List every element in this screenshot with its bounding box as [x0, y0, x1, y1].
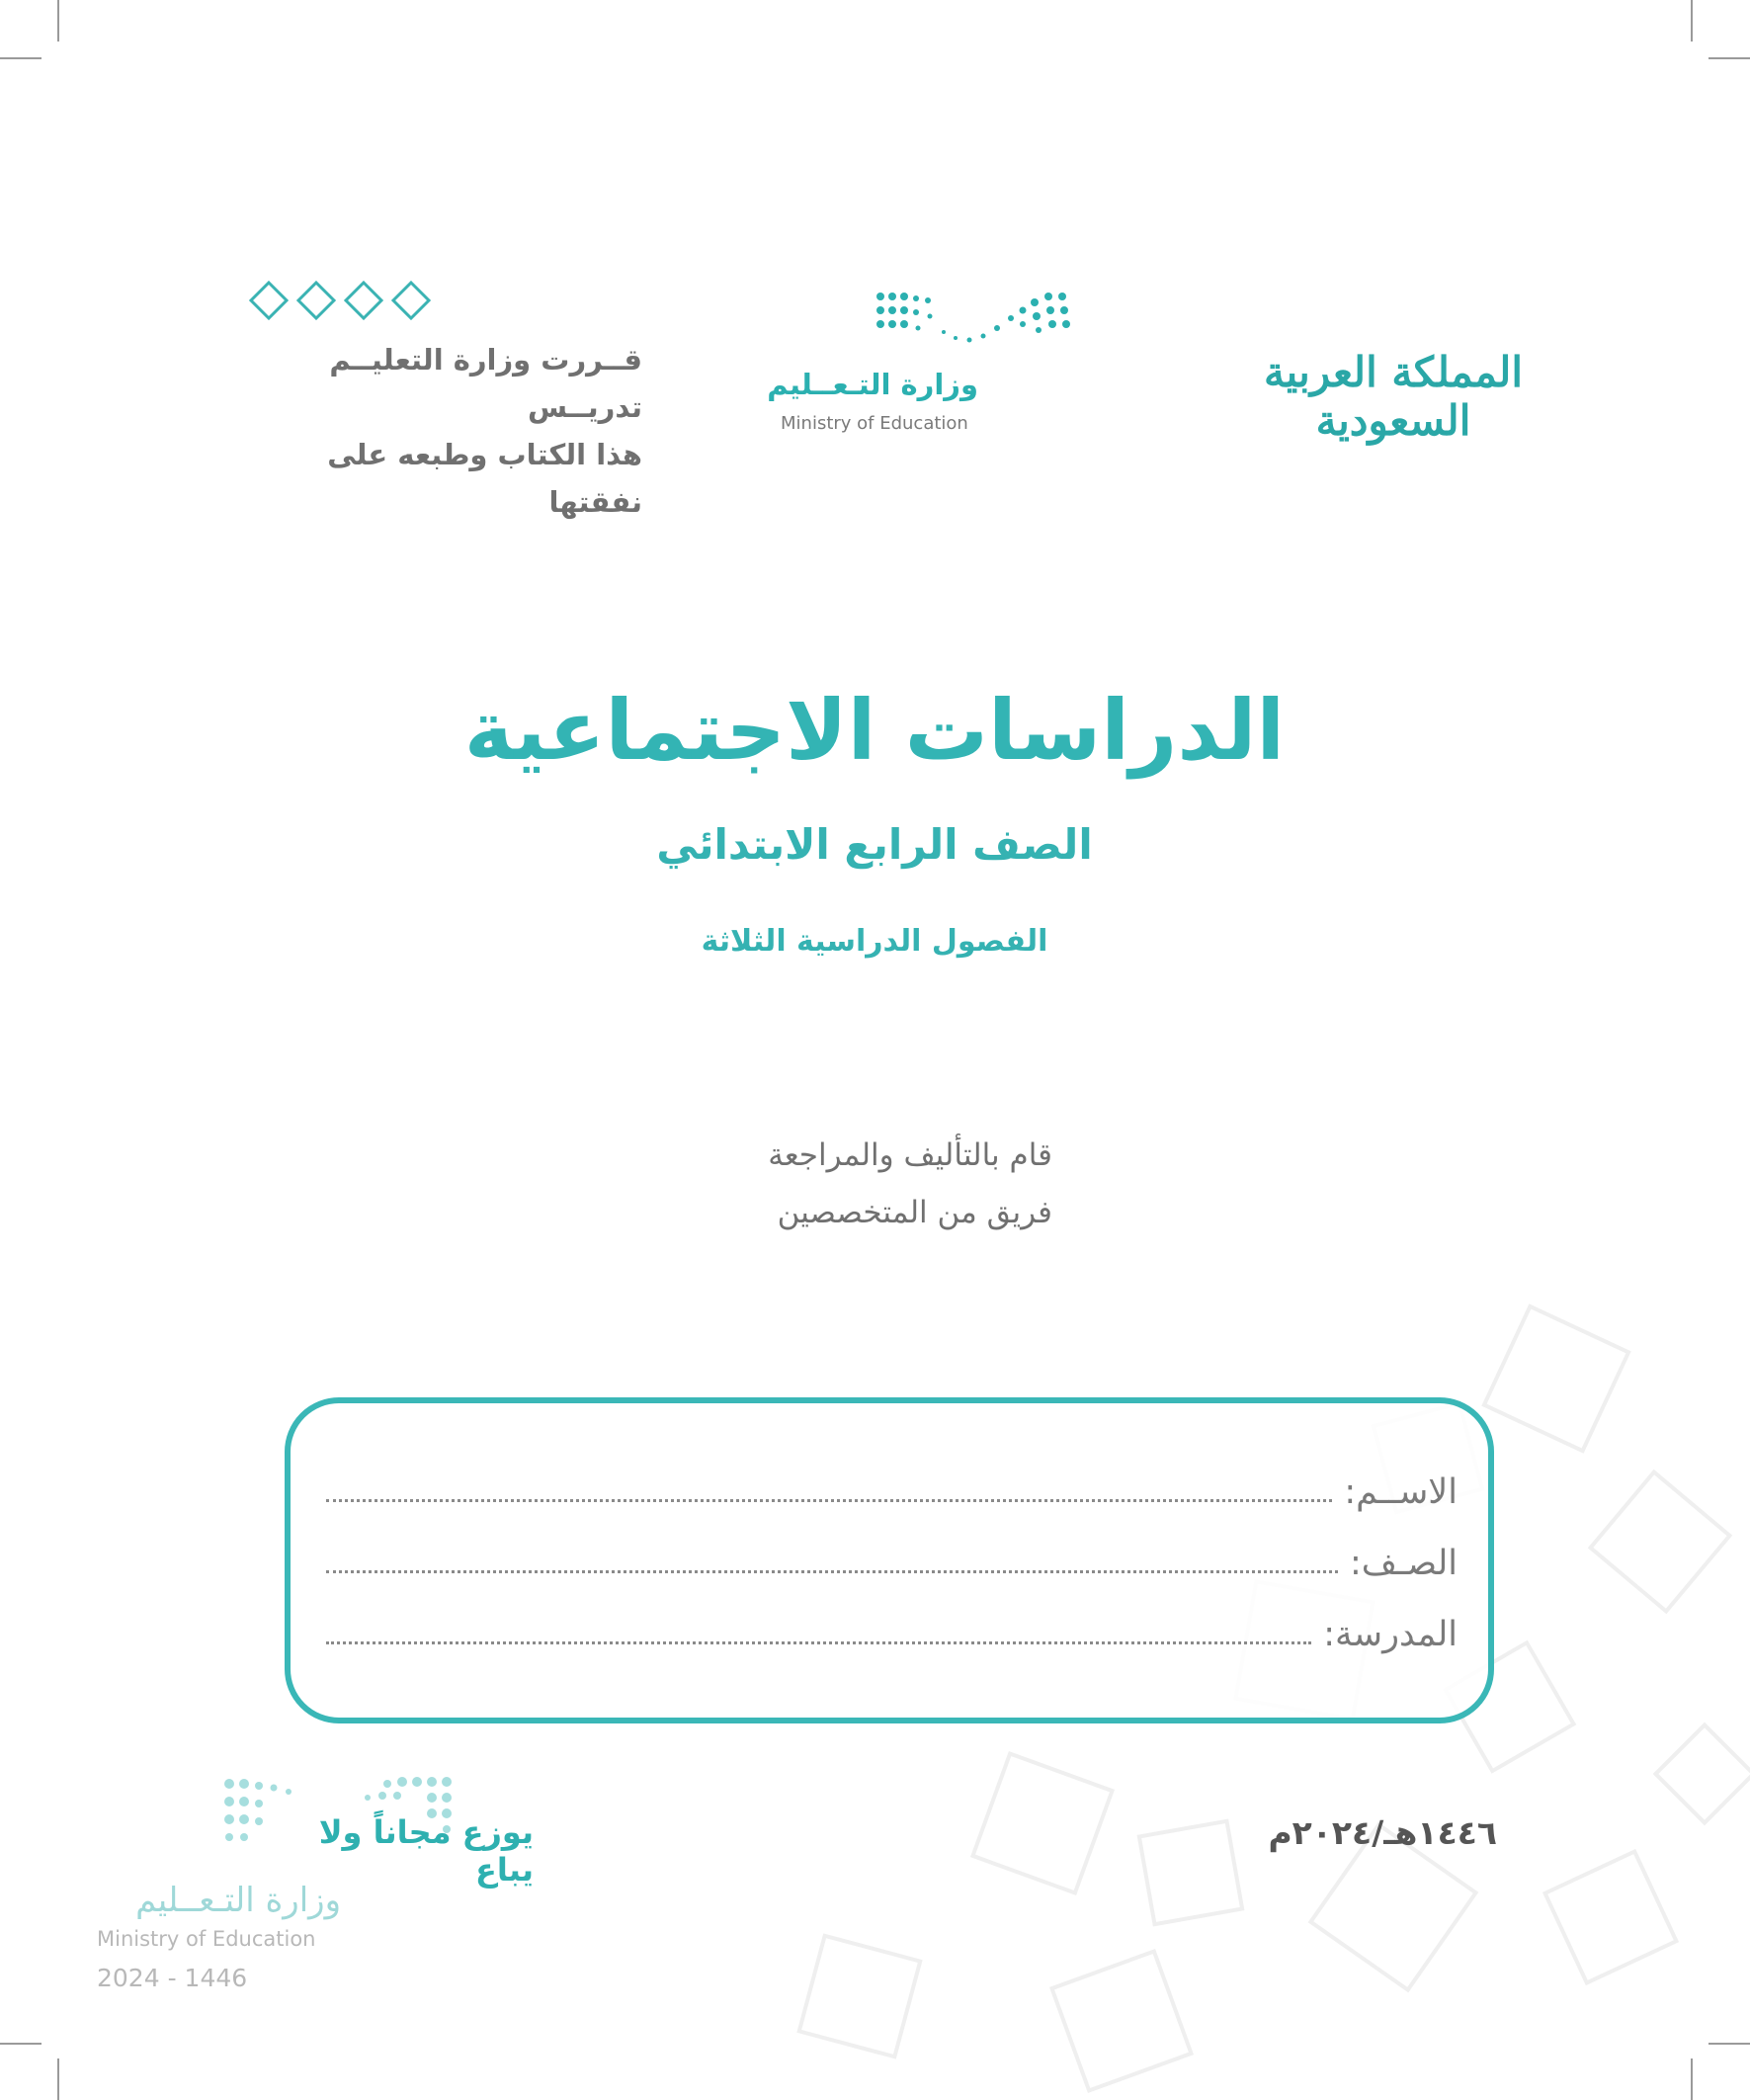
- edition-year: 2024 - 1446: [97, 1964, 248, 1992]
- grade-subtitle: الصف الرابع الابتدائي: [656, 820, 1093, 869]
- kingdom-calligraphy-logo: المملكة العربية السعودية: [1263, 348, 1524, 445]
- ministry-logo-arabic: وزارة التـعــليم: [767, 368, 978, 401]
- school-dotted-line[interactable]: [326, 1641, 1311, 1644]
- ministry-logo-english: Ministry of Education: [781, 413, 968, 434]
- crop-mark: [0, 57, 42, 59]
- authors-line-1: قام بالتأليف والمراجعة: [768, 1137, 1052, 1173]
- authors-credit: [578, 1127, 1052, 1241]
- diamonds-icon: [247, 279, 440, 322]
- name-label: الاســم:: [1344, 1472, 1458, 1512]
- crop-mark: [57, 2058, 59, 2100]
- school-field[interactable]: [326, 1603, 1458, 1654]
- free-distribution-text: يوزع مجاناً ولا يباع: [318, 1813, 534, 1889]
- ministry-watermark-arabic: وزارة التـعــليم: [135, 1881, 341, 1920]
- publication-date: ١٤٤٦هـ/٢٠٢٤م: [1268, 1813, 1497, 1852]
- class-dotted-line[interactable]: [326, 1570, 1338, 1573]
- decree-text: [227, 336, 642, 526]
- decree-line-1: قــررت وزارة التعليــم تدريــس: [329, 343, 642, 424]
- name-field[interactable]: [326, 1461, 1458, 1512]
- crop-mark: [1691, 0, 1693, 42]
- book-title: الدراسات الاجتماعية: [463, 682, 1286, 779]
- ministry-logo-icon: [875, 289, 1072, 350]
- crop-mark: [1708, 57, 1750, 59]
- crop-mark: [0, 2043, 42, 2045]
- terms-subtitle: الفصول الدراسية الثلاثة: [701, 924, 1048, 959]
- decree-line-2: هذا الكتاب وطبعه على نفقتها: [327, 438, 642, 519]
- class-field[interactable]: [326, 1532, 1458, 1583]
- crop-mark: [57, 0, 59, 42]
- school-label: المدرسة:: [1323, 1615, 1458, 1654]
- class-label: الصـف:: [1349, 1544, 1458, 1583]
- ministry-watermark-english: Ministry of Education: [97, 1927, 316, 1951]
- name-dotted-line[interactable]: [326, 1499, 1332, 1502]
- authors-line-2: فريق من المتخصصين: [777, 1195, 1052, 1230]
